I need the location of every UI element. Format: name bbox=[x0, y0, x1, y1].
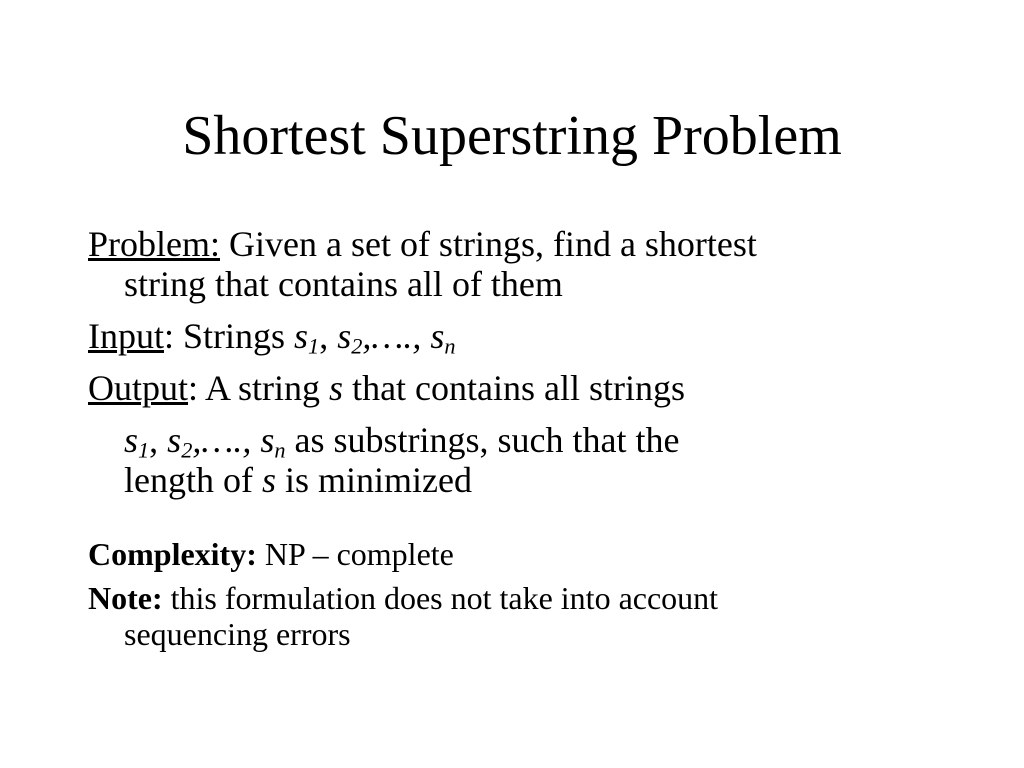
output-s: s bbox=[329, 368, 344, 408]
input-sub2: 2 bbox=[351, 333, 363, 359]
note-text-line2: sequencing errors bbox=[124, 616, 351, 652]
output-paragraph bbox=[88, 368, 988, 408]
output-line2 bbox=[88, 420, 988, 500]
slide-title: Shortest Superstring Problem bbox=[182, 105, 842, 167]
input-label: Input bbox=[88, 316, 164, 356]
output-line2-subn: n bbox=[274, 437, 286, 463]
note-label: Note: bbox=[88, 580, 163, 616]
input-ellipsis: ,…., bbox=[362, 316, 431, 356]
complexity-label: Complexity: bbox=[88, 536, 257, 572]
output-line3-s: s bbox=[261, 460, 276, 500]
output-line2-s2: s bbox=[167, 420, 182, 460]
output-rest: that contains all strings bbox=[343, 368, 686, 408]
input-sep1: , bbox=[319, 316, 338, 356]
output-line2-s1: s bbox=[124, 420, 139, 460]
complexity-paragraph bbox=[88, 536, 988, 572]
output-line2-sub2: 2 bbox=[181, 437, 193, 463]
note-paragraph bbox=[88, 580, 988, 652]
output-colon: : A string bbox=[188, 368, 330, 408]
output-line2-ellipsis: ,…., bbox=[192, 420, 261, 460]
input-sn: s bbox=[430, 316, 445, 356]
problem-label: Problem: bbox=[88, 224, 220, 264]
problem-text-line2: string that contains all of them bbox=[124, 264, 563, 304]
input-sub1: 1 bbox=[308, 333, 320, 359]
input-paragraph bbox=[88, 316, 988, 359]
slide-body bbox=[88, 224, 988, 652]
output-line2-sn: s bbox=[260, 420, 275, 460]
input-colon: : Strings bbox=[164, 316, 295, 356]
output-line3-b: is minimized bbox=[276, 460, 472, 500]
output-line3-a: length of bbox=[124, 460, 262, 500]
output-line2-sub1: 1 bbox=[138, 437, 150, 463]
input-subn: n bbox=[444, 333, 456, 359]
note-text-line1: this formulation does not take into account bbox=[162, 580, 719, 616]
output-line2-sep1: , bbox=[149, 420, 168, 460]
input-s1: s bbox=[294, 316, 309, 356]
problem-text-line1: Given a set of strings, find a shortest bbox=[220, 224, 757, 264]
complexity-text: NP – complete bbox=[256, 536, 454, 572]
problem-paragraph bbox=[88, 224, 988, 304]
output-line2-rest: as substrings, such that the bbox=[285, 420, 680, 460]
input-s2: s bbox=[337, 316, 352, 356]
output-label: Output bbox=[88, 368, 189, 408]
